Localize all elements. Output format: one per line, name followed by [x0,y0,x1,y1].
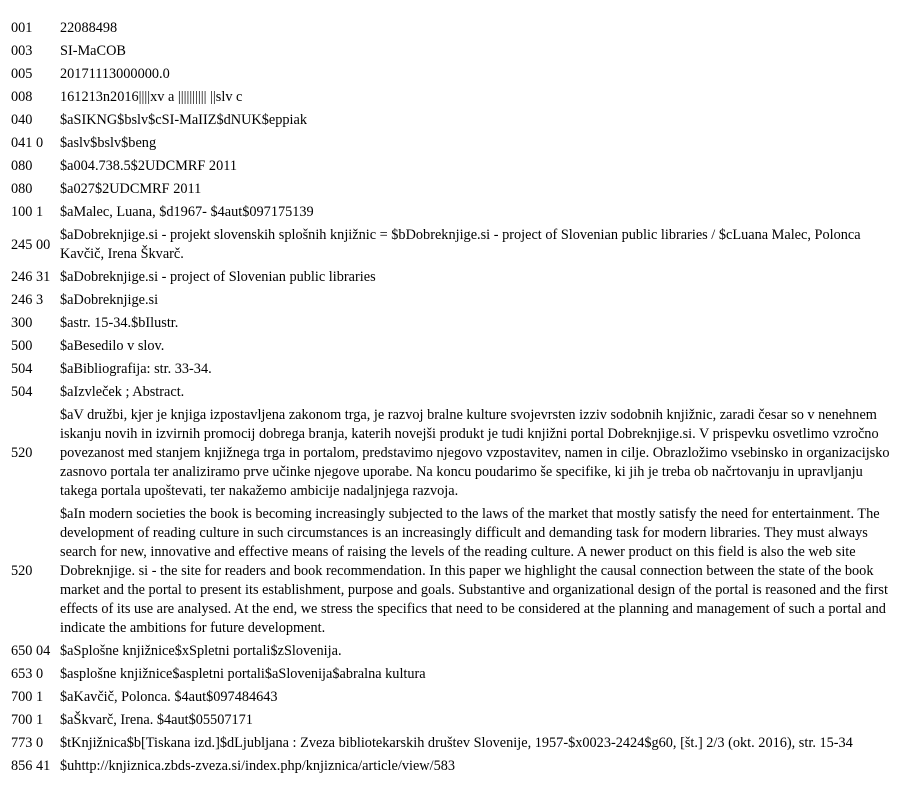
marc-field-row [11,289,891,312]
marc-field-value: $astr. 15-34.$bIlustr. [60,315,179,331]
marc-field-value: $a027$2UDCMRF 2011 [60,181,202,197]
marc-field-value: $aKavčič, Polonca. $4aut$097484643 [60,689,278,705]
marc-field-tag: 245 00 [11,236,51,253]
marc-field-row [11,155,891,178]
marc-field-tag: 856 41 [11,758,51,774]
marc-field-tag: 001 [11,20,33,36]
marc-field-value: $uhttp://knjiznica.zbds-zveza.si/index.php/knjiznica/article/view/583 [60,758,456,774]
marc-field-row [11,381,891,404]
marc-field-row [11,335,891,358]
marc-field-row [11,201,891,224]
marc-field-value: $aIn modern societies the book is becoming increasingly subjected to the laws of the market that mostly satisfy the need for entertainment. The development of reading culture in such circumstances is an increasingly difficult and demanding task for modern libraries. They must always search for new, innovative and effective means of raising the levels of the reading culture. A newer product on this field is also the web site Dobreknjige. si - the site for readers and book recommendation. In this paper we highlight the causal connection between the state of the book market and the portal to present its establishment, purpose and goals. Substantive and organizational design of the portal is reasoned and the first effects of its use are analysed. At the end, we stress the specifics that need to be considered at the planning and management of such a portal and indicate the ambitions for future development. [60,506,888,636]
marc-field-tag: 041 0 [11,135,44,151]
marc-field-tag: 080 [11,158,33,174]
marc-field-tag: 008 [11,89,33,105]
marc-field-row [11,755,891,778]
marc-field-value: $aV družbi, kjer je knjiga izpostavljena zakonom trga, je razvoj bralne kulture svojevrsten izziv sodobnih knjižnic, zaradi česar so v nenehnem iskanju novih in izvirnih promocij dobrega branja, katerih novejši produkt je tudi knjižni portal Dobreknjige.si. V prispevku osvetlimo vzročno povezanost med stanjem knjižnega trga in portalom, predstavimo njegovo vzpostavitev, namen in cilje. Obrazložimo vsebinsko in organizacijsko zasnovo portala ter analiziramo prve učinke njegove uporabe. Na koncu poudarimo še specifike, ki jih je treba ob načrtovanju in upravljanju takega portala upoštevati, ter nakažemo ambicije nadaljnjega razvoja. [60,407,890,499]
marc-field-tag: 653 0 [11,666,44,682]
marc-field-row [11,686,891,709]
marc-field-value: $a004.738.5$2UDCMRF 2011 [60,158,238,174]
marc-field-value: 20171113000000.0 [60,66,170,82]
marc-field-value: $asplošne knjižnice$aspletni portali$aSlovenija$abralna kultura [60,666,426,682]
marc-field-row [11,40,891,63]
marc-field-value: $aBibliografija: str. 33-34. [60,361,212,377]
marc-field-row [11,266,891,289]
marc-field-tag: 005 [11,66,33,82]
marc-field-row [11,312,891,335]
marc-field-value: $aIzvleček ; Abstract. [60,384,185,400]
marc-field-row [11,178,891,201]
marc-field-row [11,224,891,266]
marc-field-tag: 520 [11,563,33,579]
marc-field-row [11,663,891,686]
marc-field-value: $aMalec, Luana, $d1967- $4aut$097175139 [60,204,314,220]
marc-field-value: 161213n2016||||xv a |||||||||| ||slv c [60,89,243,105]
marc-field-row [11,132,891,155]
marc-field-row [11,732,891,755]
marc-record-body [11,17,891,778]
marc-field-row [11,503,891,640]
marc-field-tag: 040 [11,112,33,128]
marc-field-tag: 773 0 [11,735,44,751]
marc-field-tag: 700 1 [11,712,44,728]
marc-field-tag: 246 31 [11,269,51,285]
marc-field-tag: 520 [11,445,33,461]
marc-field-value: SI-MaCOB [60,43,126,59]
marc-field-tag: 003 [11,43,33,59]
marc-field-value: $aŠkvarč, Irena. $4aut$05507171 [60,712,253,728]
marc-field-tag: 300 [11,315,33,331]
marc-field-value: $tKnjižnica$b[Tiskana izd.]$dLjubljana : Zveza bibliotekarskih društev Slovenije, 1957-$x0023-2424$g60, [št.] 2/3 (okt. 2016), str. 15-34 [60,735,853,751]
marc-field-value: $aslv$bslv$beng [60,135,157,151]
marc-field-value: $aDobreknjige.si - projekt slovenskih splošnih knjižnic = $bDobreknjige.si - project of Slovenian public libraries / $cLuana Malec, Polonca Kavčič, Irena Škvarč. [60,227,861,262]
marc-field-row [11,640,891,663]
marc-field-row [11,17,891,40]
marc-field-value: $aDobreknjige.si [60,292,159,308]
marc-field-tag: 504 [11,361,33,377]
marc-field-value: $aBesedilo v slov. [60,338,165,354]
marc-field-tag: 100 1 [11,204,44,220]
marc-field-row [11,404,891,503]
marc-field-tag: 500 [11,338,33,354]
marc-record-table [11,17,891,778]
marc-field-tag: 700 1 [11,689,44,705]
marc-field-row [11,358,891,381]
marc-field-tag: 650 04 [11,643,51,659]
marc-field-value: $aDobreknjige.si - project of Slovenian public libraries [60,269,376,285]
marc-field-row [11,86,891,109]
marc-field-tag: 080 [11,181,33,197]
marc-field-value: $aSplošne knjižnice$xSpletni portali$zSlovenija. [60,643,342,659]
marc-field-tag: 246 3 [11,292,44,308]
marc-field-value: $aSIKNG$bslv$cSI-MaIIZ$dNUK$eppiak [60,112,307,128]
marc-field-value: 22088498 [60,20,118,36]
marc-field-row [11,63,891,86]
marc-field-tag: 504 [11,384,33,400]
marc-field-row [11,109,891,132]
marc-field-row [11,709,891,732]
